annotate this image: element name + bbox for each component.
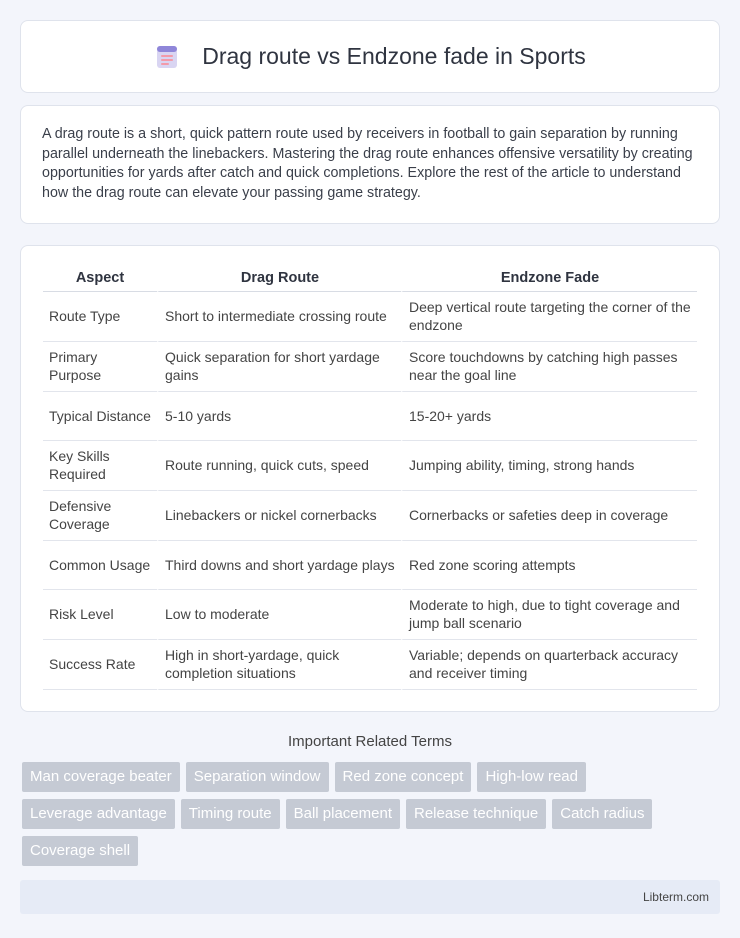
cell-drag-route: Route running, quick cuts, speed (157, 441, 401, 491)
cell-aspect: Primary Purpose (43, 342, 157, 392)
table-row (43, 342, 697, 392)
cell-drag-route: Short to intermediate crossing route (157, 292, 401, 342)
cell-drag-route: High in short-yardage, quick completion situations (157, 640, 401, 690)
page-title: Drag route vs Endzone fade in Sports (202, 43, 586, 69)
footer (20, 880, 720, 914)
related-terms-list (20, 762, 720, 866)
cell-drag-route: Third downs and short yardage plays (157, 541, 401, 590)
table-row (43, 292, 697, 342)
table-row (43, 491, 697, 541)
related-term-tag[interactable]: Man coverage beater (22, 762, 180, 792)
header-card (20, 20, 720, 93)
cell-drag-route: 5-10 yards (157, 392, 401, 441)
cell-aspect: Success Rate (43, 640, 157, 690)
cell-endzone-fade: Moderate to high, due to tight coverage and jump ball scenario (401, 590, 697, 640)
comparison-card (20, 245, 720, 712)
related-term-tag[interactable]: High-low read (477, 762, 586, 792)
comparison-table (43, 265, 697, 690)
related-term-tag[interactable]: Separation window (186, 762, 329, 792)
cell-aspect: Defensive Coverage (43, 491, 157, 541)
table-row (43, 392, 697, 441)
cell-endzone-fade: Deep vertical route targeting the corner of the endzone (401, 292, 697, 342)
table-row (43, 590, 697, 640)
document-icon (154, 44, 180, 70)
cell-endzone-fade: Cornerbacks or safeties deep in coverage (401, 491, 697, 541)
cell-drag-route: Quick separation for short yardage gains (157, 342, 401, 392)
header-drag-route: Drag Route (157, 265, 401, 292)
related-term-tag[interactable]: Catch radius (552, 799, 652, 829)
cell-aspect: Risk Level (43, 590, 157, 640)
cell-aspect: Key Skills Required (43, 441, 157, 491)
cell-endzone-fade: Score touchdowns by catching high passes near the goal line (401, 342, 697, 392)
table-row (43, 640, 697, 690)
related-term-tag[interactable]: Red zone concept (335, 762, 472, 792)
footer-site-link[interactable]: Libterm.com (642, 890, 709, 904)
header-endzone-fade: Endzone Fade (401, 265, 697, 292)
cell-endzone-fade: 15-20+ yards (401, 392, 697, 441)
related-term-tag[interactable]: Timing route (181, 799, 280, 829)
table-row (43, 441, 697, 491)
related-term-tag[interactable]: Coverage shell (22, 836, 138, 866)
related-terms-title: Important Related Terms (288, 733, 452, 750)
table-row (43, 541, 697, 590)
intro-card (20, 105, 720, 224)
related-term-tag[interactable]: Ball placement (286, 799, 400, 829)
cell-aspect: Common Usage (43, 541, 157, 590)
cell-aspect: Typical Distance (43, 392, 157, 441)
cell-endzone-fade: Variable; depends on quarterback accuracy and receiver timing (401, 640, 697, 690)
cell-endzone-fade: Jumping ability, timing, strong hands (401, 441, 697, 491)
related-term-tag[interactable]: Release technique (406, 799, 546, 829)
table-header-row (43, 265, 697, 292)
header-aspect: Aspect (43, 265, 157, 292)
related-term-tag[interactable]: Leverage advantage (22, 799, 175, 829)
intro-text: A drag route is a short, quick pattern route used by receivers in football to gain separation by running parallel underneath the linebackers. Mastering the drag route enhances offensive versatility by creating opportunities for yards after catch and quick completions. Explore the rest of the article to understand how the drag route can elevate your passing game strategy. (42, 126, 693, 201)
cell-endzone-fade: Red zone scoring attempts (401, 541, 697, 590)
cell-drag-route: Linebackers or nickel cornerbacks (157, 491, 401, 541)
cell-drag-route: Low to moderate (157, 590, 401, 640)
cell-aspect: Route Type (43, 292, 157, 342)
